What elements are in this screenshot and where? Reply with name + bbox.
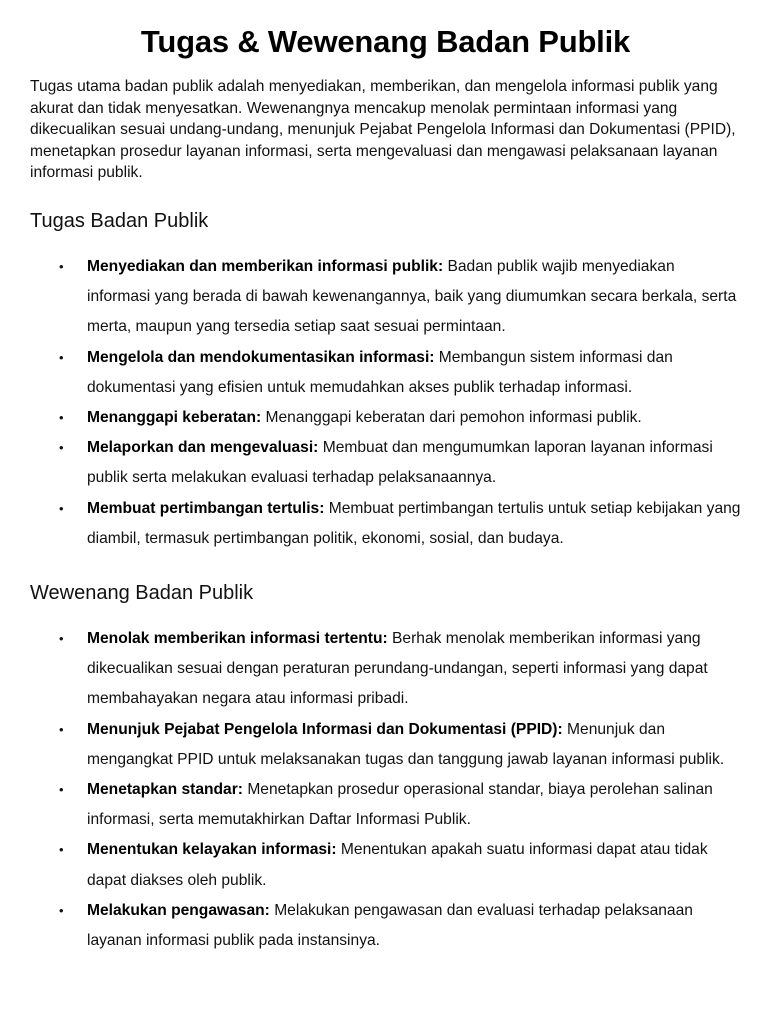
list-item [59, 343, 741, 403]
item-lead: Menunjuk Pejabat Pengelola Informasi dan Dokumentasi (PPID): [87, 720, 563, 738]
list-item [59, 835, 741, 895]
wewenang-list [30, 624, 741, 956]
section-wewenang [30, 580, 741, 956]
bullet-icon: • [59, 440, 64, 456]
bullet-icon: • [59, 409, 64, 425]
intro-paragraph: Tugas utama badan publik adalah menyediakan, memberikan, dan mengelola informasi publik yang akurat dan tidak menyesatkan. Wewenangnya mencakup menolak permintaan informasi yang dikecualikan sesuai undang-undang, menunjuk Pejabat Pengelola Informasi dan Dokumentasi (PPID), menetapkan prosedur layanan informasi, serta mengevaluasi dan mengawasi pelaksanaan layanan informasi publik. [30, 78, 736, 182]
item-text: Menetapkan prosedur operasional standar, biaya perolehan salinan informasi, serta memutakhirkan Daftar Informasi Publik. [87, 781, 713, 829]
item-text: Membuat pertimbangan tertulis untuk setiap kebijakan yang diambil, termasuk pertimbangan politik, ekonomi, sosial, dan budaya. [87, 499, 741, 547]
bullet-icon: • [59, 782, 64, 798]
list-item [59, 624, 741, 715]
section-tugas [30, 208, 741, 554]
item-text: Menunjuk dan mengangkat PPID untuk melaksanakan tugas dan tanggung jawab layanan informasi publik. [87, 720, 725, 768]
item-lead: Membuat pertimbangan tertulis: [87, 499, 325, 517]
bullet-icon: • [59, 842, 64, 858]
bullet-icon: • [59, 258, 64, 274]
item-text: Membuat dan mengumumkan laporan layanan informasi publik serta melakukan evaluasi terhadap pelaksanaannya. [87, 439, 713, 487]
list-item [59, 775, 741, 835]
bullet-icon: • [59, 631, 64, 646]
item-text: Membangun sistem informasi dan dokumentasi yang efisien untuk memudahkan akses publik terhadap informasi. [87, 348, 673, 396]
item-lead: Menyediakan dan memberikan informasi publik: [87, 257, 444, 275]
bullet-icon: • [59, 902, 64, 918]
item-lead: Menolak memberikan informasi tertentu: [87, 630, 388, 647]
list-item [59, 715, 741, 775]
item-text: Menentukan apakah suatu informasi dapat atau tidak dapat diakses oleh publik. [87, 841, 708, 889]
item-lead: Mengelola dan mendokumentasikan informasi: [87, 348, 435, 366]
item-text: Menanggapi keberatan dari pemohon informasi publik. [261, 408, 642, 426]
list-item [59, 252, 741, 343]
tugas-list [30, 252, 741, 554]
item-text: Berhak menolak memberikan informasi yang dikecualikan sesuai dengan peraturan perundang-undangan, seperti informasi yang dapat membahayakan negara atau informasi pribadi. [87, 630, 708, 708]
bullet-icon: • [59, 721, 64, 737]
bullet-icon: • [59, 349, 64, 365]
section-heading-tugas: Tugas Badan Publik [30, 209, 209, 232]
list-item [59, 403, 741, 433]
item-lead: Menentukan kelayakan informasi: [87, 841, 337, 859]
section-heading-wewenang: Wewenang Badan Publik [30, 582, 254, 604]
document-title: Tugas & Wewenang Badan Publik [140, 24, 631, 59]
bullet-icon: • [59, 500, 64, 516]
item-lead: Menetapkan standar: [87, 781, 243, 799]
list-item [59, 494, 741, 554]
item-lead: Melakukan pengawasan: [87, 901, 270, 919]
item-text: Badan publik wajib menyediakan informasi yang berada di bawah kewenangannya, baik yang diumumkan secara berkala, serta merta, maupun yang tersedia setiap saat sesuai permintaan. [87, 257, 737, 336]
item-lead: Melaporkan dan mengevaluasi: [87, 439, 319, 457]
item-text: Melakukan pengawasan dan evaluasi terhadap pelaksanaan layanan informasi publik pada instansinya. [87, 901, 693, 950]
item-lead: Menanggapi keberatan: [87, 408, 262, 426]
list-item [59, 896, 741, 956]
list-item [59, 433, 741, 493]
